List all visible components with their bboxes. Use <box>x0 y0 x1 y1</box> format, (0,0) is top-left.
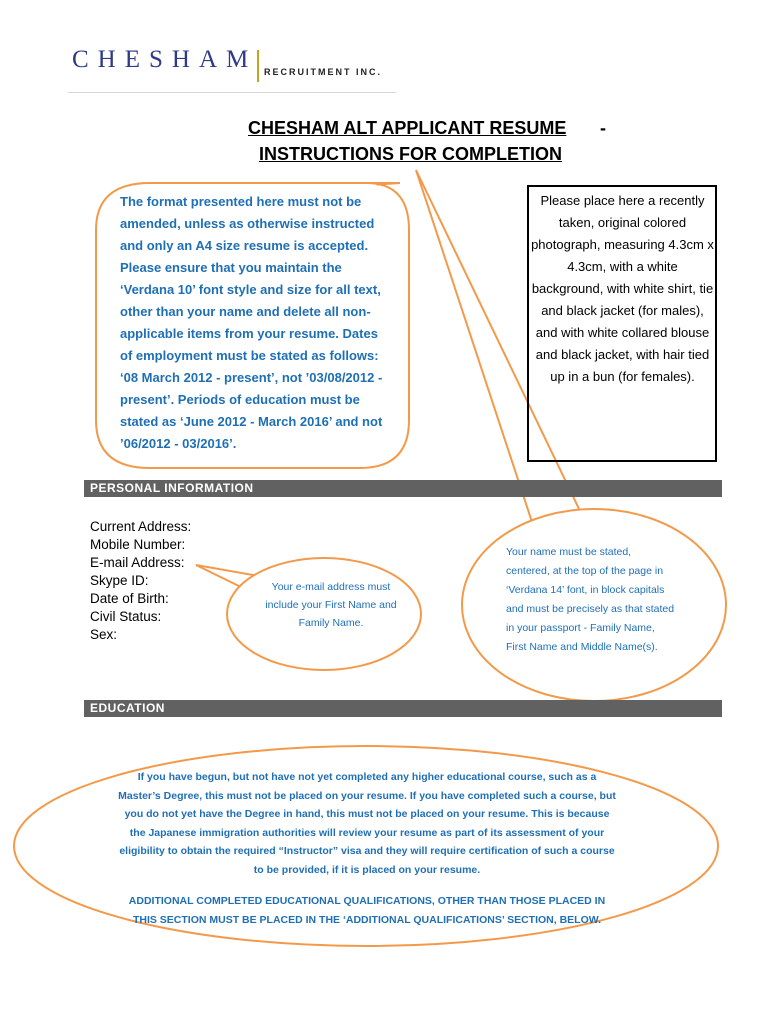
document-title: CHESHAM ALT APPLICANT RESUME <box>248 118 567 138</box>
logo-subtitle: RECRUITMENT INC. <box>264 67 382 77</box>
education-callout-additional: ADDITIONAL COMPLETED EDUCATIONAL QUALIFICATIONS, OTHER THAN THOSE PLACED IN THIS SECTION MUST BE PLACED IN THE ‘ADDITIONAL QUALIFICATIONS’ SECTION, BELOW. <box>128 895 606 926</box>
name-callout-text: Your name must be stated, centered, at the top of the page in ‘Verdana 14’ font, in block capitals and must be precisely as that stated in your passport - Family Name, First Name and Middle Name(s). <box>506 546 675 653</box>
personal-fields-list <box>90 518 191 644</box>
email-callout-text: Your e-mail address must include your First Name and Family Name. <box>265 581 397 629</box>
logo-name: CHESHAM <box>72 46 258 73</box>
field-email-address: E-mail Address: <box>90 555 185 570</box>
format-callout-text: The format presented here must not be amended, unless as otherwise instructed and only an A4 size resume is accepted. Please ensure that you maintain the ‘Verdana 10’ font style and size for all text, other than your name and delete all non-applicable items from your resume. Dates of employment must be stated as follows: ‘08 March 2012 - present’, not ’03/08/2012 - present’. Periods of education must be stated as ‘June 2012 - March 2016’ and not ’06/2012 - 03/2016’. <box>120 194 383 451</box>
title-dash: - <box>600 118 606 138</box>
document-subtitle: INSTRUCTIONS FOR COMPLETION <box>259 144 562 164</box>
education-callout-text: If you have begun, but not have not yet completed any higher educational course, such as a Master’s Degree, this must not be placed on your resume. If you have completed such a course, but you do not yet have the Degree in hand, this must not be placed on your resume. This is because the Japanese immigration authorities will review your resume as part of its assessment of your eligibility to obtain the required “Instructor” visa and they will require certification of such a course to be provided, if it is placed on your resume. <box>118 771 616 876</box>
section-header-personal: PERSONAL INFORMATION <box>84 480 722 497</box>
section-header-education: EDUCATION <box>84 700 722 717</box>
field-date-of-birth: Date of Birth: <box>90 591 169 606</box>
photo-instructions: Please place here a recently taken, original colored photograph, measuring 4.3cm x 4.3cm, with a white background, with white shirt, tie and black jacket (for males), and with white collared blouse and black jacket, with hair tied up in a bun (for females). <box>531 193 714 384</box>
field-sex: Sex: <box>90 627 118 642</box>
field-mobile-number: Mobile Number: <box>90 537 186 552</box>
field-civil-status: Civil Status: <box>90 609 162 624</box>
field-current-address: Current Address: <box>90 519 192 534</box>
field-skype-id: Skype ID: <box>90 573 149 588</box>
